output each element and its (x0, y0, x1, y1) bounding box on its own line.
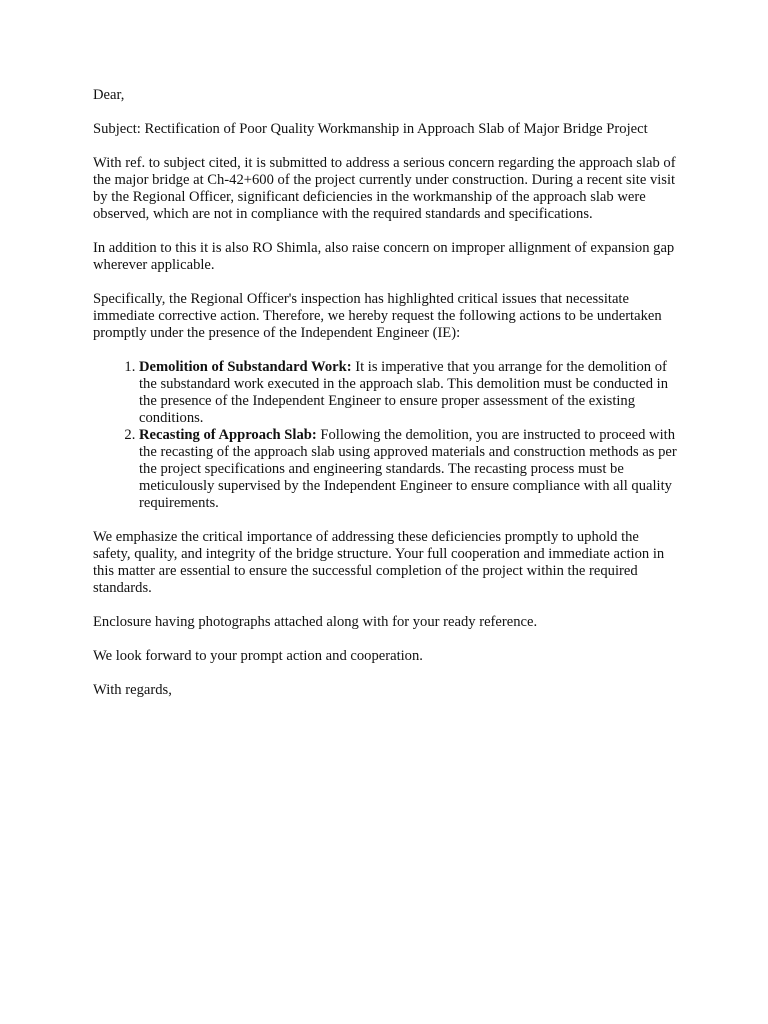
action-item (139, 427, 678, 512)
paragraph-enclosure: Enclosure having photographs attached along with for your ready reference. (93, 614, 538, 630)
subject-line: Subject: Rectification of Poor Quality Workmanship in Approach Slab of Major Bridge Project (93, 121, 648, 137)
action-text: Following the demolition, you are instructed to proceed with the recasting of the approach slab using approved materials and construction methods as per the project specifications and engineering standards. The recasting process must be meticulously supervised by the Independent Engineer to ensure compliance with all quality requirements. (139, 427, 677, 511)
paragraph-emphasis: We emphasize the critical importance of addressing these deficiencies promptly to uphold the safety, quality, and integrity of the bridge structure. Your full cooperation and immediate action in this matter are essential to ensure the successful completion of the project within the required standards. (93, 529, 665, 596)
action-heading: Recasting of Approach Slab: (139, 427, 317, 443)
paragraph-expansion-gap: In addition to this it is also RO Shimla, also raise concern on improper allignment of expansion gap wherever applicable. (93, 240, 675, 273)
action-text: It is imperative that you arrange for the demolition of the substandard work executed in the approach slab. This demolition must be conducted in the presence of the Independent Engineer to ensure proper assessment of the existing conditions. (139, 359, 669, 426)
action-item (139, 359, 678, 427)
closing-regards: With regards, (93, 682, 172, 698)
action-heading: Demolition of Substandard Work: (139, 359, 352, 375)
paragraph-intro: With ref. to subject cited, it is submitted to address a serious concern regarding the approach slab of the major bridge at Ch-42+600 of the project currently under construction. During a recent site visit by the Regional Officer, significant deficiencies in the workmanship of the approach slab were observed, which are not in compliance with the required standards and specifications. (93, 155, 676, 222)
letter-page (93, 87, 678, 699)
paragraph-closing: We look forward to your prompt action and cooperation. (93, 648, 423, 664)
paragraph-inspection: Specifically, the Regional Officer's inspection has highlighted critical issues that necessitate immediate corrective action. Therefore, we hereby request the following actions to be undertaken promptly under the presence of the Independent Engineer (IE): (93, 291, 662, 341)
action-list (93, 359, 678, 512)
salutation: Dear, (93, 87, 125, 103)
